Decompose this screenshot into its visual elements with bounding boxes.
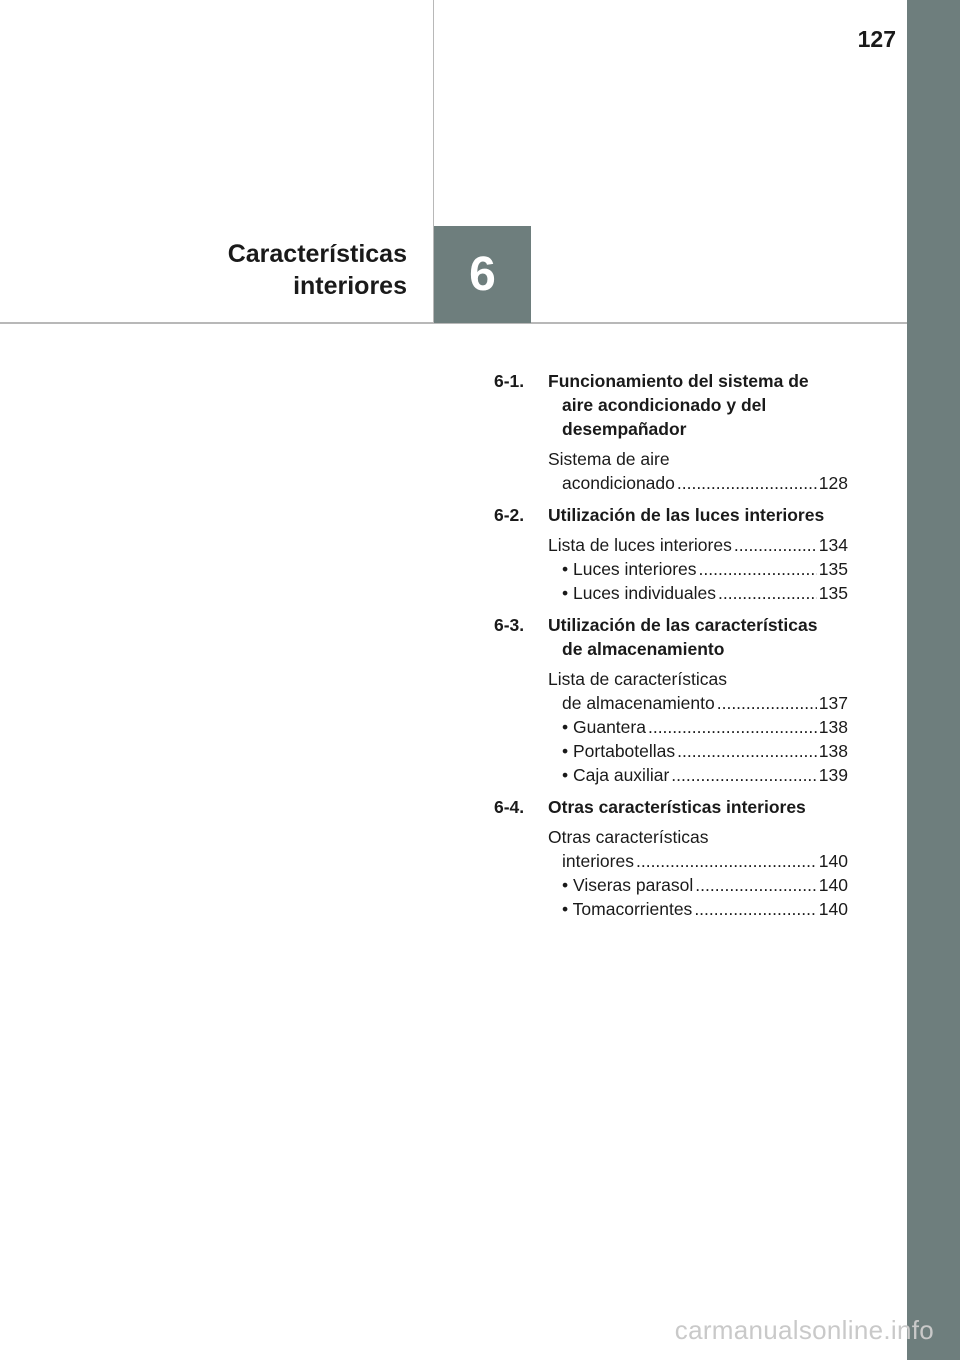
section-title: de almacenamiento [562,639,725,659]
section-entries [494,533,848,605]
toc-entry-label: • Luces individuales [562,583,716,603]
section-title: Funcionamiento del sistema de [548,371,809,391]
toc-section-6-1[interactable] [494,369,848,441]
section-entries [494,667,848,787]
toc-entry-page: 138 [818,717,848,737]
toc-entry-page: 128 [818,473,848,493]
toc-entry[interactable] [548,739,848,763]
toc-entry[interactable] [548,763,848,787]
dot-leader [694,897,816,921]
section-entries [494,825,848,921]
toc-entry-label: • Guantera [562,717,646,737]
toc-section-6-3[interactable] [494,613,848,661]
toc-section-6-2[interactable] [494,503,848,527]
section-title: aire acondicionado y del [562,395,767,415]
dot-leader [677,471,817,495]
toc-entry[interactable] [548,691,848,715]
toc-entry[interactable] [548,471,848,495]
toc-entry-lead: Sistema de aire [548,449,670,469]
side-tab-bar [907,0,960,1360]
chapter-title [228,238,407,302]
section-title: Utilización de las luces interiores [548,505,825,525]
toc-entry[interactable] [548,849,848,873]
dot-leader [717,691,817,715]
toc-section-6-4[interactable] [494,795,848,819]
section-number: 6-2. [494,505,525,525]
toc-entry[interactable] [548,897,848,921]
section-number: 6-4. [494,797,525,817]
toc-entry-label: • Portabotellas [562,741,676,761]
toc-entry-page: 134 [818,535,848,555]
dot-leader [718,581,817,605]
section-title: Utilización de las características [548,615,818,635]
toc-entry-label: • Caja auxiliar [562,765,670,785]
toc-entry-label: • Tomacorrientes [562,899,693,919]
toc-entry-label: • Viseras parasol [562,875,694,895]
dot-leader [695,873,817,897]
dot-leader [699,557,817,581]
toc-entry[interactable] [548,533,848,557]
toc-entry-page: 135 [818,583,848,603]
toc-entry-page: 139 [818,765,848,785]
chapter-number: 6 [469,248,496,301]
toc-entry-page: 137 [818,693,848,713]
toc-entry-lead: Otras características [548,827,709,847]
toc-entry[interactable] [548,557,848,581]
dot-leader [648,715,817,739]
toc-entry-label: Lista de luces interiores [548,535,732,555]
toc-entry-label: interiores [562,851,634,871]
dot-leader [734,533,817,557]
chapter-number-box [434,226,531,323]
dot-leader [671,763,817,787]
section-number: 6-1. [494,371,525,391]
dot-leader [636,849,817,873]
chapter-title-line-1: Características [227,240,407,268]
toc-entry-label: • Luces interiores [562,559,697,579]
toc-entry-page: 140 [818,875,848,895]
toc-entry[interactable] [548,581,848,605]
toc-entry-page: 135 [818,559,848,579]
section-number: 6-3. [494,615,525,635]
dot-leader [677,739,817,763]
chapter-title-line-2: interiores [293,272,407,300]
toc-entry[interactable] [548,715,848,739]
toc-entry-page: 138 [818,741,848,761]
section-title: desempañador [562,419,687,439]
toc-entry-lead: Lista de características [548,669,727,689]
toc-entry-label: de almacenamiento [562,693,715,713]
table-of-contents [494,369,848,921]
toc-entry[interactable] [548,873,848,897]
section-title: Otras características interiores [548,797,806,817]
toc-entry-page: 140 [818,899,848,919]
toc-entry-page: 140 [818,851,848,871]
page-number: 127 [857,26,896,52]
watermark: carmanualsonline.info [674,1315,934,1345]
section-entries [494,447,848,495]
toc-entry-label: acondicionado [562,473,675,493]
